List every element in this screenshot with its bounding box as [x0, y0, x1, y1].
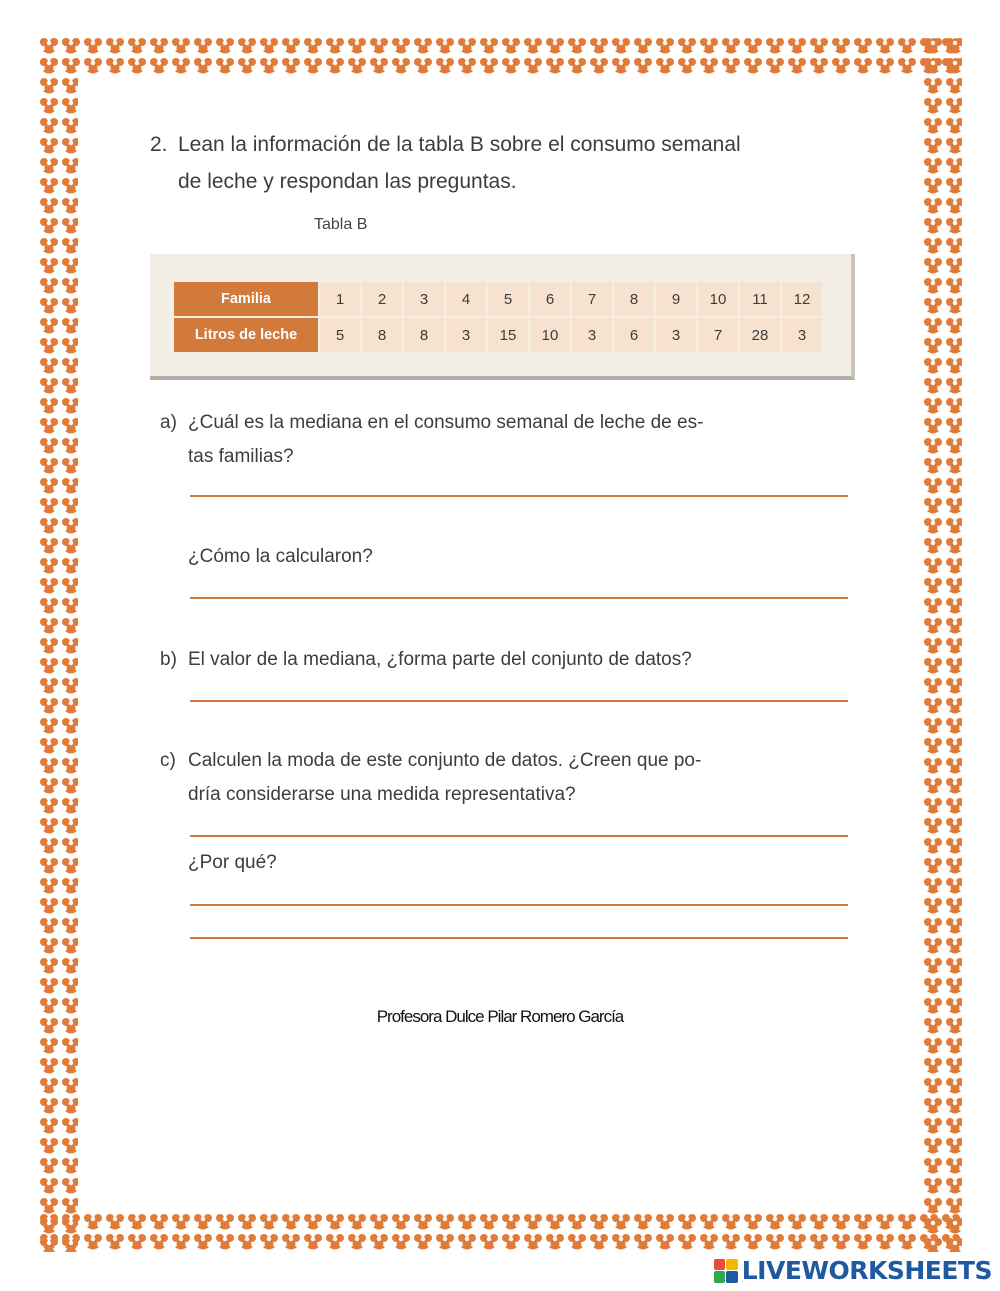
table-cell: 8	[362, 318, 402, 352]
answer-line-c3[interactable]	[190, 937, 848, 939]
question-text-line1: Lean la información de la tabla B sobre el consumo semanal	[178, 133, 741, 156]
question-c	[160, 744, 850, 812]
question-b-label: b)	[160, 649, 177, 670]
question-title	[150, 126, 870, 200]
table-cell: 4	[446, 282, 486, 316]
table-cell: 7	[698, 318, 738, 352]
question-text-line2: de leche y respondan las preguntas.	[178, 170, 517, 193]
header-cell-familia: Familia	[174, 282, 318, 316]
table-cell: 5	[488, 282, 528, 316]
border-right	[922, 36, 962, 1252]
table-cell: 3	[572, 318, 612, 352]
liveworksheets-logo-icon	[714, 1259, 738, 1283]
table-cell: 10	[698, 282, 738, 316]
question-b-line1: El valor de la mediana, ¿forma parte del conjunto de datos?	[188, 649, 692, 670]
table-cell: 10	[530, 318, 570, 352]
question-c-line1: Calculen la moda de este conjunto de datos. ¿Creen que po-	[188, 750, 702, 771]
table-cell: 5	[320, 318, 360, 352]
header-cell-litros: Litros de leche	[174, 318, 318, 352]
question-b	[160, 643, 850, 677]
question-a-sub: ¿Cómo la calcularon?	[188, 546, 373, 567]
question-c-label: c)	[160, 750, 176, 771]
table-cell: 2	[362, 282, 402, 316]
question-c-sub: ¿Por qué?	[188, 852, 277, 873]
table-cell: 3	[782, 318, 822, 352]
question-a-line1: ¿Cuál es la mediana en el consumo semanal de leche de es-	[188, 412, 704, 433]
table-cell: 3	[404, 282, 444, 316]
question-a-label: a)	[160, 412, 177, 433]
table-cell: 7	[572, 282, 612, 316]
table-cell: 9	[656, 282, 696, 316]
table-cell: 12	[782, 282, 822, 316]
answer-line-c2[interactable]	[190, 904, 848, 906]
question-number: 2.	[150, 133, 168, 156]
answer-line-a1[interactable]	[190, 495, 848, 497]
table-cell: 15	[488, 318, 528, 352]
table-cell: 6	[530, 282, 570, 316]
brand-watermark[interactable]	[714, 1256, 992, 1285]
brand-name: LIVEWORKSHEETS	[741, 1256, 992, 1285]
table-cell: 8	[404, 318, 444, 352]
table-cell: 28	[740, 318, 780, 352]
table-cell: 11	[740, 282, 780, 316]
data-table	[172, 280, 824, 354]
question-c-line2: dría considerarse una medida representativa?	[188, 784, 576, 805]
answer-line-a2[interactable]	[190, 597, 848, 599]
border-left	[38, 36, 78, 1252]
question-a-line2: tas familias?	[188, 446, 294, 467]
question-a	[160, 406, 850, 474]
table-row-liters	[174, 318, 822, 352]
table-cell: 3	[446, 318, 486, 352]
table-row-families	[174, 282, 822, 316]
border-top	[38, 36, 962, 76]
table-cell: 6	[614, 318, 654, 352]
table-container	[150, 254, 855, 380]
table-caption: Tabla B	[314, 216, 368, 233]
answer-line-b[interactable]	[190, 700, 848, 702]
author-signature: Profesora Dulce Pilar Romero García	[376, 1007, 624, 1026]
table-cell: 8	[614, 282, 654, 316]
table-cell: 1	[320, 282, 360, 316]
answer-line-c1[interactable]	[190, 835, 848, 837]
table-cell: 3	[656, 318, 696, 352]
border-bottom	[38, 1212, 962, 1252]
